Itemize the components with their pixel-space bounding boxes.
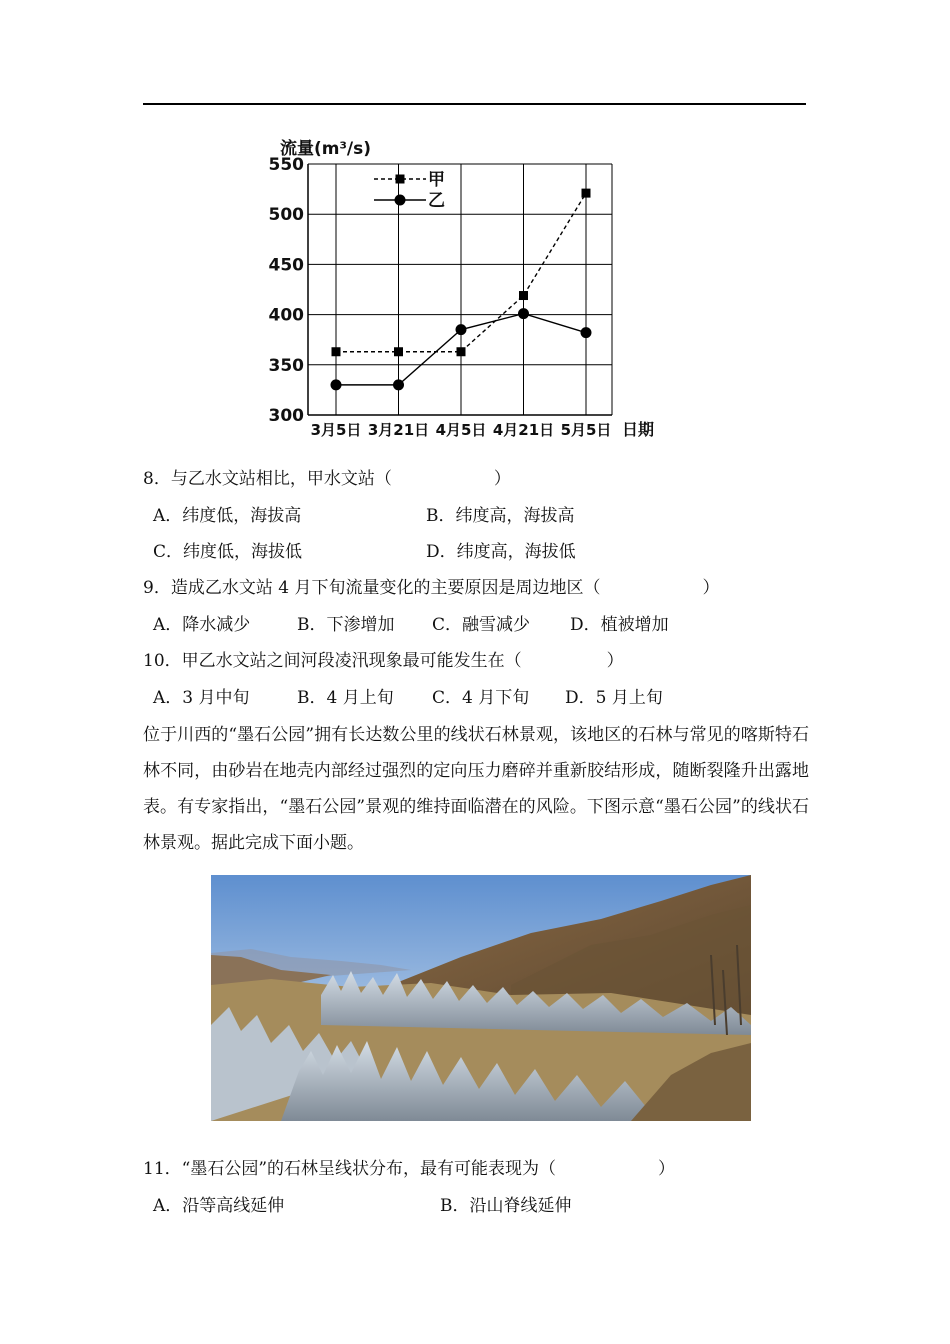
q9-option-d: D．植被增加	[570, 615, 669, 635]
x-tick-label: 3月21日	[367, 421, 430, 439]
y-tick-label: 450	[268, 255, 304, 276]
stone-forest-landscape	[211, 875, 751, 1121]
q8-option-a: A．纬度低，海拔高	[153, 506, 302, 526]
data-point-甲	[457, 347, 466, 356]
flow-line-chart	[262, 132, 682, 450]
x-axis-label: 日期	[622, 420, 655, 439]
q10-option-c: C．4 月下旬	[432, 688, 530, 708]
data-point-乙	[456, 324, 467, 335]
stone-forest-photo	[211, 875, 751, 1121]
y-tick-label: 350	[268, 355, 304, 376]
data-point-甲	[582, 189, 591, 198]
y-tick-label: 300	[268, 406, 304, 426]
x-tick-label: 3月5日	[310, 421, 362, 439]
header-rule	[143, 103, 806, 105]
q11-stem: 11．“墨石公园”的石林呈线状分布，最有可能表现为（ ）	[143, 1159, 676, 1179]
q8-option-c: C．纬度低，海拔低	[153, 542, 303, 562]
q9-stem: 9．造成乙水文站 4 月下旬流量变化的主要原因是周边地区（ ）	[143, 578, 720, 598]
q10-stem: 10．甲乙水文站之间河段凌汛现象最可能发生在（ ）	[143, 651, 624, 671]
y-tick-label: 500	[268, 205, 304, 226]
q8-option-d: D．纬度高，海拔低	[426, 542, 576, 562]
q10-option-b: B．4 月上旬	[297, 688, 394, 708]
legend-marker-乙	[395, 195, 406, 206]
x-tick-label: 4月5日	[435, 421, 487, 439]
y-tick-label: 400	[268, 305, 304, 326]
y-axis-label: 流量(m³/s)	[280, 139, 372, 159]
q11-option-a: A．沿等高线延伸	[153, 1196, 285, 1216]
q10-option-a: A．3 月中旬	[153, 688, 250, 708]
q9-option-c: C．融雪减少	[432, 615, 531, 635]
data-point-甲	[519, 291, 528, 300]
x-tick-label: 4月21日	[492, 421, 555, 439]
data-point-甲	[332, 347, 341, 356]
q9-option-b: B．下渗增加	[297, 615, 395, 635]
q8-stem: 8．与乙水文站相比，甲水文站（ ）	[143, 469, 511, 489]
data-point-甲	[394, 347, 403, 356]
legend-label-甲: 甲	[428, 170, 445, 190]
passage-text: 位于川西的“墨石公园”拥有长达数公里的线状石林景观，该地区的石林与常见的喀斯特石林不同，由砂岩在地壳内部经过强烈的定向压力磨碎并重新胶结形成，随断裂隆升出露地表。有专家指出，“墨石公园”景观的维持面临潜在的风险。下图示意“墨石公园”的线状石林景观。据此完成下面小题。	[143, 725, 809, 853]
q9-option-a: A．降水减少	[153, 615, 251, 635]
y-tick-label: 550	[268, 155, 304, 175]
legend-label-乙: 乙	[428, 191, 445, 211]
q10-option-d: D．5 月上旬	[565, 688, 663, 708]
x-tick-label: 5月5日	[560, 421, 612, 439]
data-point-乙	[393, 379, 404, 390]
data-point-乙	[331, 379, 342, 390]
q11-option-b: B．沿山脊线延伸	[440, 1196, 572, 1216]
data-point-乙	[581, 327, 592, 338]
data-point-乙	[518, 308, 529, 319]
q8-option-b: B．纬度高，海拔高	[426, 506, 575, 526]
legend-marker-甲	[396, 175, 405, 184]
